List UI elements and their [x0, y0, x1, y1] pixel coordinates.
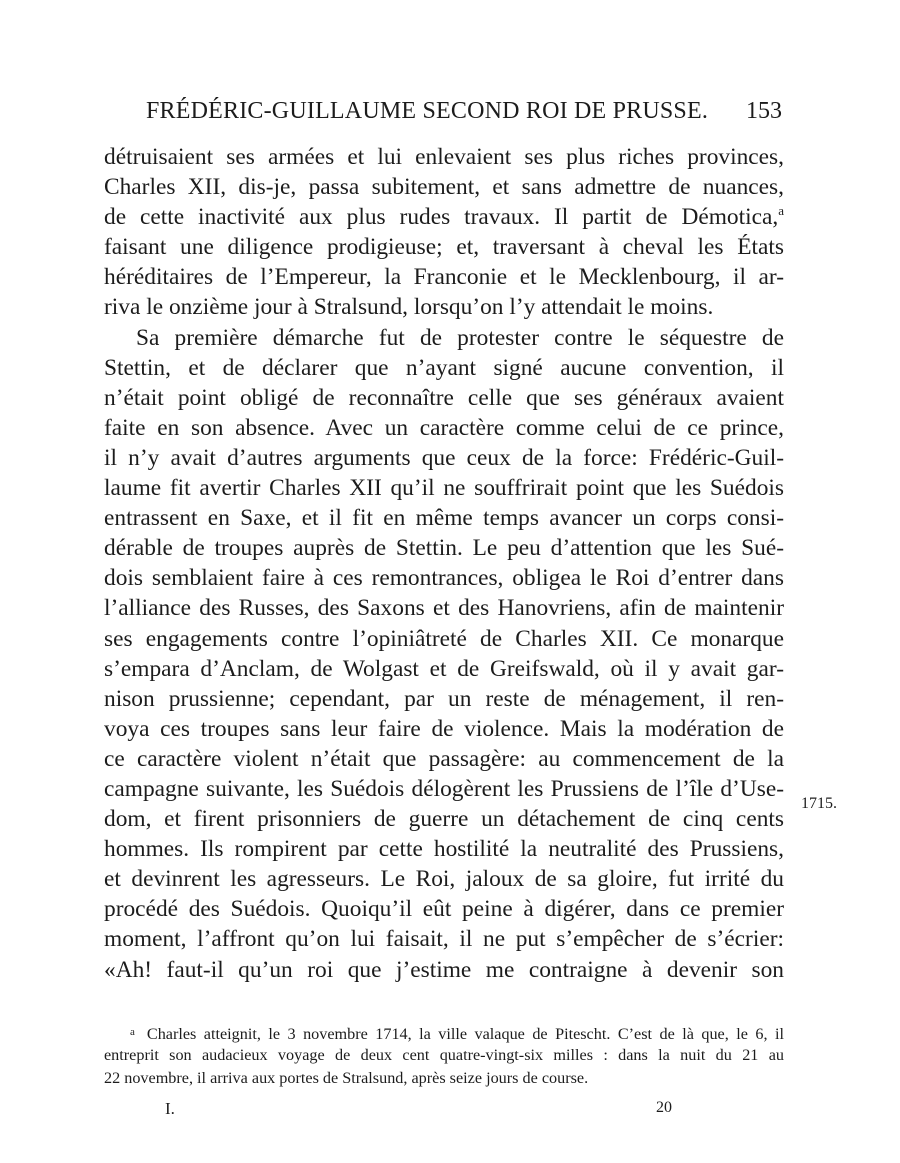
signature-mark: I.	[165, 1099, 175, 1118]
text-line: détruisaient ses armées et lui enlevaient ses plus riches provinces,	[104, 144, 784, 170]
text-line: moment, l’affront qu’on lui faisait, il ne put s’empêcher de s’écrier:	[104, 926, 784, 953]
footnote-line	[104, 1021, 784, 1044]
text-line-content: de cette inactivité aux plus rudes travaux. Il partit de Démotica,	[104, 204, 779, 231]
text-line: «Ah! faut-il qu’un roi que j’estime me contraigne à devenir son	[104, 956, 784, 983]
paragraph-start-line: Sa première démarche fut de protester contre le séquestre de	[136, 324, 784, 351]
running-title: FRÉDÉRIC-GUILLAUME SECOND ROI DE PRUSSE.	[146, 98, 709, 124]
footnote-line: entreprit son audacieux voyage de deux cent quatre-vingt-six milles : dans la nuit du 21 au	[104, 1045, 784, 1064]
text-line: il n’y avait d’autres arguments que ceux de la force: Frédéric-Guil-	[104, 444, 784, 471]
text-line: riva le onzième jour à Stralsund, lorsqu’on l’y attendait le moins.	[104, 294, 714, 321]
footnote-marker: a	[130, 1026, 135, 1038]
text-line: héréditaires de l’Empereur, la Franconie et le Mecklenbourg, il ar-	[104, 264, 784, 291]
text-line: procédé des Suédois. Quoiqu’il eût peine à digérer, dans ce premier	[104, 896, 784, 923]
text-line-with-note-ref	[104, 202, 784, 232]
text-line: ce caractère violent n’était que passagère: au commencement de la	[104, 745, 784, 772]
body-text	[104, 142, 784, 985]
page-number: 153	[746, 98, 782, 124]
footnote-reference[interactable]: a	[778, 203, 784, 219]
text-line: l’alliance des Russes, des Saxons et des Hanovriens, afin de maintenir	[104, 595, 784, 622]
sheet-number: 20	[656, 1099, 672, 1116]
text-line: s’empara d’Anclam, de Wolgast et de Greifswald, où il y avait gar-	[104, 655, 784, 682]
text-line: n’était point obligé de reconnaître celle que ses généraux avaient	[104, 384, 784, 411]
text-line: ses engagements contre l’opiniâtreté de Charles XII. Ce monarque	[104, 625, 784, 652]
text-line: faite en son absence. Avec un caractère comme celui de ce prince,	[104, 414, 784, 441]
footnote-line: 22 novembre, il arriva aux portes de Stralsund, après seize jours de course.	[104, 1068, 589, 1087]
text-line: faisant une diligence prodigieuse; et, traversant à cheval les États	[104, 234, 784, 261]
text-line: voya ces troupes sans leur faire de violence. Mais la modération de	[104, 715, 784, 742]
text-line: entrassent en Saxe, et il fit en même temps avancer un corps consi-	[104, 505, 784, 532]
text-line: dérable de troupes auprès de Stettin. Le peu d’attention que les Sué-	[104, 535, 784, 562]
text-line: hommes. Ils rompirent par cette hostilité la neutralité des Prussiens,	[104, 836, 784, 863]
text-line: dom, et firent prisonniers de guerre un détachement de cinq cents	[104, 806, 784, 833]
footnote-line-content: Charles atteignit, le 3 novembre 1714, la ville valaque de Pitescht. C’est de là que, le 6, il	[146, 1025, 784, 1043]
running-head	[146, 98, 782, 134]
text-line: Charles XII, dis-je, passa subitement, et sans admettre de nuances,	[104, 174, 784, 201]
margin-date-note: 1715.	[801, 795, 837, 812]
text-line: et devinrent les agresseurs. Le Roi, jaloux de sa gloire, fut irrité du	[104, 866, 784, 893]
text-line: Stettin, et de déclarer que n’ayant signé aucune convention, il	[104, 354, 784, 381]
text-line: laume fit avertir Charles XII qu’il ne souffrirait point que les Suédois	[104, 475, 784, 502]
text-line: campagne suivante, les Suédois délogèrent les Prussiens de l’île d’Use-	[104, 775, 784, 802]
footnote-block	[104, 1021, 784, 1089]
text-line: nison prussienne; cependant, par un reste de ménagement, il ren-	[104, 685, 784, 712]
text-line: dois semblaient faire à ces remontrances, obligea le Roi d’entrer dans	[104, 565, 784, 592]
